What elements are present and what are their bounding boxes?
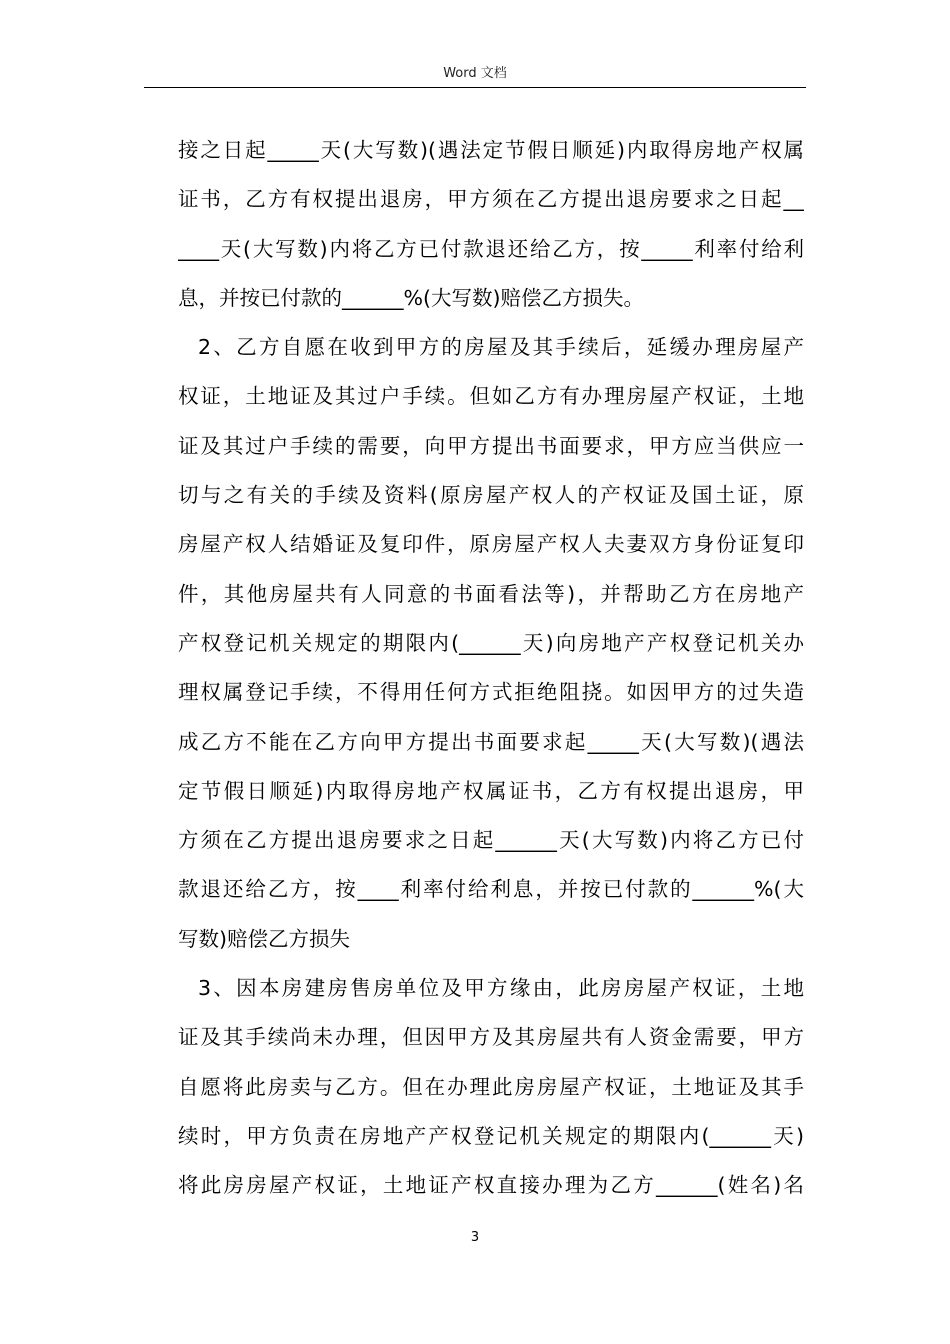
- text-line: 成乙方不能在乙方向甲方提出书面要求起_____天(大写数)(遇法: [178, 729, 804, 754]
- text-line: 方须在乙方提出退房要求之日起______天(大写数)内将乙方已付: [178, 828, 804, 853]
- document-body: [178, 126, 804, 1211]
- text-line: 理权属登记手续，不得用任何方式拒绝阻挠。如因甲方的过失造: [178, 680, 804, 705]
- text-line: 件，其他房屋共有人同意的书面看法等)，并帮助乙方在房地产: [178, 581, 804, 606]
- text-line: 房屋产权人结婚证及复印件，原房屋产权人夫妻双方身份证复印: [178, 532, 804, 557]
- text-line: 续时，甲方负责在房地产产权登记机关规定的期限内(______天): [178, 1123, 804, 1148]
- text-line: ____天(大写数)内将乙方已付款退还给乙方，按_____利率付给利: [178, 236, 804, 261]
- text-line: 证及其过户手续的需要，向甲方提出书面要求，甲方应当供应一: [178, 433, 804, 458]
- text-line: 证书，乙方有权提出退房，甲方须在乙方提出退房要求之日起__: [178, 187, 804, 212]
- text-line: 款退还给乙方，按____利率付给利息，并按已付款的______%(大: [178, 877, 804, 902]
- text-line: 证及其手续尚未办理，但因甲方及其房屋共有人资金需要，甲方: [178, 1025, 804, 1050]
- text-line: 产权登记机关规定的期限内(______天)向房地产产权登记机关办: [178, 630, 804, 655]
- text-line: 权证，土地证及其过户手续。但如乙方有办理房屋产权证，土地: [178, 384, 804, 409]
- text-line: 接之日起_____天(大写数)(遇法定节假日顺延)内取得房地产权属: [178, 138, 804, 162]
- page-header: Word 文档: [443, 66, 507, 81]
- header-divider: [144, 87, 806, 88]
- text-line: 自愿将此房卖与乙方。但在办理此房房屋产权证，土地证及其手: [178, 1074, 804, 1099]
- text-line: 切与之有关的手续及资料(原房屋产权人的产权证及国土证，原: [178, 483, 804, 508]
- text-line: 将此房房屋产权证，土地证产权直接办理为乙方______(姓名)名: [178, 1173, 804, 1198]
- text-line: 定节假日顺延)内取得房地产权属证书，乙方有权提出退房，甲: [178, 778, 804, 803]
- paragraph-2-first-line: 2、乙方自愿在收到甲方的房屋及其手续后，延缓办理房屋产: [198, 335, 804, 360]
- text-line: 息，并按已付款的______%(大写数)赔偿乙方损失。: [178, 285, 644, 310]
- paragraph-3-first-line: 3、因本房建房售房单位及甲方缘由，此房房屋产权证，土地: [198, 976, 804, 1001]
- text-line: 写数)赔偿乙方损失: [178, 926, 350, 951]
- page-number: 3: [470, 1230, 480, 1245]
